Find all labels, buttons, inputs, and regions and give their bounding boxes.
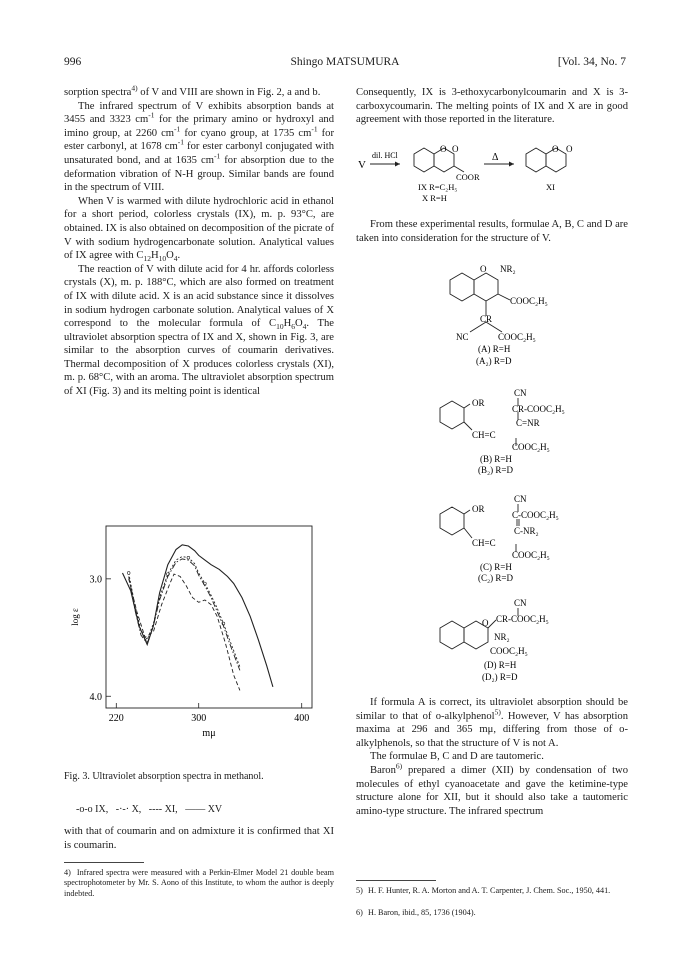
- text: for cyano group, at 1735 cm: [180, 127, 312, 139]
- text: for ester carbonyl conjugated with unsaturated bond, and at 1635 cm: [64, 141, 335, 166]
- legend-item-xv: —— XV: [185, 804, 223, 815]
- amine-label: C-NR₂: [514, 526, 539, 536]
- vinyl-label: CH=C: [472, 538, 496, 548]
- footnote-rule-right: [356, 880, 436, 881]
- legend-item-x: -·-· X,: [115, 804, 142, 815]
- paragraph: [356, 761, 628, 818]
- footnote-ref: 5): [494, 707, 501, 717]
- paragraph: From these experimental results, formulae A, B, C and D are taken into consideration for the structure of V.: [356, 219, 628, 244]
- series-line-x: [129, 559, 240, 671]
- footnote-number: 5): [356, 886, 363, 895]
- formula-label-d: (A₂) R=D: [476, 356, 512, 366]
- superscript: -1: [177, 137, 184, 147]
- formula-label: (B) R=H: [480, 454, 512, 464]
- cn-label: CN: [514, 388, 527, 398]
- heat-label: Δ: [492, 152, 499, 163]
- substituent-label: COOR: [456, 172, 480, 182]
- subscript: 12: [143, 254, 151, 264]
- product-ix-label: IX R=C₂H₅: [418, 182, 458, 192]
- vinyl-label: CH=C: [472, 430, 496, 440]
- formula-label-d: (B₂) R=D: [478, 465, 513, 475]
- series-point-ix: [127, 572, 130, 575]
- structure-c: [430, 492, 600, 584]
- or-label: OR: [472, 398, 485, 408]
- text: sorption spectra: [64, 87, 132, 98]
- coumarin-ring-xi: [526, 148, 566, 172]
- footnote-ref: 6): [395, 761, 403, 771]
- text: for absorption due to the deformation vibration of N-H group. Similar bands are found in the spectrum of VIII.: [64, 154, 334, 194]
- footnote-4: [64, 868, 334, 899]
- superscript: -1: [174, 124, 181, 134]
- footnote-6: [356, 908, 628, 918]
- footnote-text: Infrared spectra were measured with a Perkin-Elmer Model 21 double beam spectrophotometer by Mr. S. Aono of this Institute, to whom the author is deeply indebted.: [64, 868, 335, 898]
- subscript: 6: [291, 322, 295, 332]
- carbonyl-oxygen: O: [452, 144, 459, 154]
- formula-label-d: (C₂) R=D: [478, 573, 513, 583]
- cn-label: CN: [514, 598, 527, 608]
- subscript: 4: [302, 322, 307, 332]
- text: O: [166, 250, 174, 262]
- paragraph: [64, 263, 334, 399]
- arrow-head-2: [509, 162, 514, 167]
- chain-label: C-COOC₂H₅: [512, 510, 559, 520]
- structure-c-drawing: [430, 492, 600, 584]
- figure-caption: Fig. 3. Ultraviolet absorption spectra in methanol.: [64, 771, 264, 782]
- footnote-rule: [64, 862, 144, 863]
- footnote-text: H. F. Hunter, R. A. Morton and A. T. Carpenter, J. Chem. Soc., 1950, 441.: [368, 886, 611, 895]
- text: Baron: [370, 764, 396, 776]
- ester-label: COOC₂H₅: [512, 442, 550, 452]
- reactant-label: V: [358, 159, 366, 171]
- paragraph: Consequently, IX is 3-ethoxycarbonylcoumarin and X is 3-carboxycoumarin. The melting points of IX and X are in good agreement with those reported in the literature.: [356, 87, 628, 126]
- right-column: [356, 86, 628, 127]
- text: H: [150, 250, 159, 262]
- cr-label: CR: [480, 314, 493, 324]
- chain-label: CR-COOC₂H₅: [512, 404, 565, 414]
- right-column-p2: [356, 218, 628, 245]
- text: of V and VIII are shown in Fig. 2, a and b.: [137, 87, 321, 98]
- structure-b: [430, 386, 600, 476]
- imine-label: C=NR: [516, 418, 540, 428]
- running-volume: [Vol. 34, No. 7: [557, 56, 626, 68]
- arrow-head: [395, 162, 400, 167]
- chart-series: [123, 545, 273, 691]
- reaction-scheme: [356, 140, 628, 204]
- reagent-label: dil. HCl: [372, 151, 398, 160]
- ester-label: COOC₂H₅: [510, 296, 548, 306]
- y-tick-label: 4.0: [89, 691, 102, 703]
- svg-text:O: O: [480, 264, 487, 274]
- series-point-ix: [187, 556, 190, 559]
- chain-label: CR-COOC₂H₅: [496, 614, 549, 624]
- structure-a-drawing: [440, 260, 580, 368]
- product-xi-label: XI: [546, 182, 555, 192]
- nr2-label: NR₂: [500, 264, 516, 274]
- ester-label-2: COOC₂H₅: [498, 332, 536, 342]
- paragraph: [64, 195, 334, 263]
- text: prepared a dimer (XII) by condensation of two molecules of ethyl cyanoacetate and gave the ketimine-type structure alone for XII, but it should also take a tautomeric amino-type structure. The infrared spectrum: [356, 764, 628, 817]
- superscript: -1: [213, 151, 221, 161]
- series-line-xi: [129, 574, 240, 690]
- text: O: [295, 318, 303, 330]
- right-column-bottom: [356, 696, 628, 818]
- legend-item-ix: -o-o IX,: [76, 804, 109, 815]
- left-column: [64, 83, 335, 399]
- legend-item-xi: ---- XI,: [148, 804, 178, 815]
- structure-b-drawing: [430, 386, 600, 476]
- figure-legend: [76, 804, 332, 815]
- reaction-scheme-drawing: [356, 140, 628, 204]
- text: .: [177, 250, 181, 262]
- uv-spectrum-chart: [64, 508, 334, 770]
- running-header: [64, 56, 626, 72]
- x-tick-label: 400: [294, 713, 310, 724]
- y-tick-label: 3.0: [89, 574, 102, 586]
- footnote-5: [356, 886, 628, 896]
- superscript: -1: [311, 124, 318, 134]
- formula-label: (D) R=H: [484, 660, 517, 670]
- structure-d-drawing: [430, 596, 600, 692]
- nc-label: NC: [456, 332, 469, 342]
- paragraph-continued: with that of coumarin and on admixture it is confirmed that XI is coumarin.: [64, 826, 334, 851]
- y-axis-label: log ε: [70, 608, 80, 626]
- formula-label-d: (D₂) R=D: [482, 672, 518, 682]
- footnote-number: 6): [356, 908, 363, 917]
- ring-oxygen: O: [440, 144, 447, 154]
- carbonyl-oxygen-xi: O: [566, 144, 573, 154]
- superscript: -1: [148, 110, 155, 120]
- footnote-ref: 4): [131, 83, 138, 93]
- page-number: 996: [64, 56, 82, 68]
- subscript: 10: [276, 322, 284, 332]
- paragraph: [64, 83, 334, 100]
- x-tick-label: 220: [108, 713, 124, 724]
- x-axis-label: mμ: [202, 728, 216, 739]
- running-author: Shingo MATSUMURA: [290, 56, 400, 68]
- footnote-text: H. Baron, ibid., 85, 1736 (1904).: [368, 908, 476, 917]
- nr2-label: NR₂: [494, 632, 510, 642]
- text: When V is warmed with dilute hydrochloric acid in ethanol for a short period, colorless crystals (IX), m. p. 93°C, are obtained. IX is also obtained on decomposition of the picrate of V with sodium hydrogencarbonate solution. Analytical values of IX agree with C: [64, 195, 334, 262]
- structure-d: [430, 596, 600, 692]
- subscript: 4: [173, 254, 178, 264]
- or-label: OR: [472, 504, 485, 514]
- text: H: [283, 318, 292, 330]
- ester-label: COOC₂H₅: [512, 550, 550, 560]
- product-x-label: X R=H: [422, 193, 447, 203]
- formula-label: (A) R=H: [478, 344, 511, 354]
- paragraph: The formulae B, C and D are tautomeric.: [370, 751, 544, 763]
- text: for the primary amino or hydroxyl and imino group, at 2260 cm: [64, 114, 334, 139]
- text: . However, V has absorption maxima at 296 and 365 mμ, differing from those of o-alkylphenols, so that the structure of V is not A.: [356, 710, 628, 749]
- formula-label: (C) R=H: [480, 562, 512, 572]
- text: The reaction of V with dilute acid for 4 hr. affords colorless crystals (X), m. p. 188°C, which are also formed on treatment of IX with dilute acid. X is an acid substance since it dissolves in sodium hydrogen carbonate solution. Analytical values of X correspond to the molecular formula of C: [64, 263, 334, 330]
- x-tick-label: 300: [191, 713, 207, 724]
- chart-axes: [70, 526, 312, 739]
- ester-label: COOC₂H₅: [490, 646, 528, 656]
- cn-label: CN: [514, 494, 527, 504]
- series-line-xv: [123, 545, 273, 687]
- paragraph: [64, 100, 334, 195]
- structure-a: [440, 260, 580, 368]
- text: The infrared spectrum of V exhibits absorption bands at 3455 and 3323 cm: [64, 100, 334, 126]
- paragraph: [356, 696, 628, 750]
- text: . The ultraviolet absorption spectra of IX and X, shown in Fig. 3, are similar to the absorption curves of coumarin derivatives. Thermal decomposition of X produces colorless crystals (XI), m. p. 68°C, with an aroma. The ultraviolet absorption spectrum of XI (Fig. 3) and its melting point is identical: [64, 318, 335, 398]
- footnote-number: 4): [64, 868, 71, 877]
- figure-3: [64, 508, 334, 798]
- ring-oxygen: O: [482, 618, 489, 628]
- subscript: 10: [158, 254, 167, 264]
- ring-oxygen-xi: O: [552, 144, 559, 154]
- text: for ester carbonyl, at 1678 cm: [64, 127, 334, 153]
- text: If formula A is correct, its ultraviolet absorption should be similar to that of o-alkylphenol: [356, 697, 628, 722]
